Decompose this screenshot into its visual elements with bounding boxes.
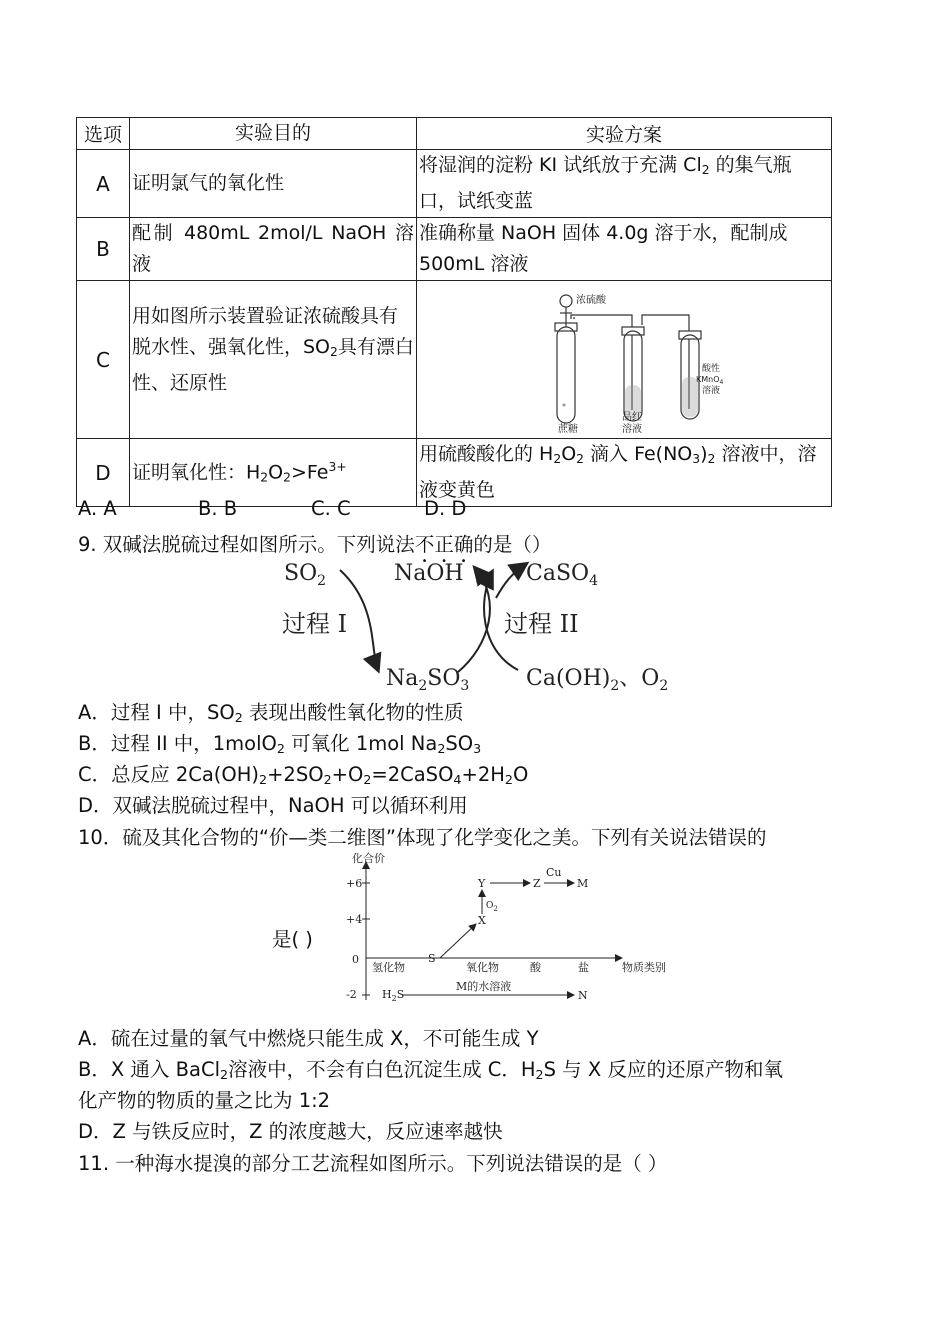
experiment-table <box>76 117 832 507</box>
choice-a[interactable]: A. A <box>78 497 117 520</box>
y-axis-label: 化合价 <box>352 852 385 865</box>
label-sucrose: 蔗糖 <box>558 423 578 435</box>
header-option: 选项 <box>77 118 130 150</box>
x-cat: 氢化物 <box>372 961 405 974</box>
arrow-label-m-solution: M的水溶液 <box>456 980 512 993</box>
y-tick: 0 <box>352 953 359 966</box>
y-tick: +6 <box>346 877 363 890</box>
arrow-label-o2: $O_2$ <box>486 901 498 913</box>
label-magenta: 品红 <box>622 411 642 423</box>
header-aim: 实验目的 <box>130 118 417 150</box>
label-acidic: 酸性 <box>702 363 721 374</box>
q10-option-a[interactable]: A．硫在过量的氧气中燃烧只能生成 X，不可能生成 Y <box>78 1027 539 1050</box>
row-option: D <box>77 439 130 507</box>
point-n: N <box>578 989 588 1002</box>
q9-option-d[interactable]: D．双碱法脱硫过程中，NaOH 可以循环利用 <box>78 794 468 817</box>
table-row <box>77 218 832 281</box>
q9-option-a[interactable]: A．过程 I 中，$SO_2$ 表现出酸性氧化物的性质 <box>78 701 464 726</box>
label-caoh2-o2: $Ca(OH)_2$、$O_2$ <box>526 666 669 694</box>
row-plan: 将湿润的淀粉 KI 试纸放于充满 $Cl_2$ 的集气瓶口，试纸变蓝 <box>417 150 832 218</box>
y-tick: -2 <box>346 988 357 1001</box>
label-naoh: NaOH <box>394 561 464 586</box>
q10-option-c-cont: 化产物的物质的量之比为 1:2 <box>78 1089 331 1112</box>
q10-stem: 10．硫及其化合物的“价—类二维图”体现了化学变化之美。下列有关说法错误的 <box>78 826 767 849</box>
table-row <box>77 150 832 218</box>
label-conc-sulfuric: 浓硫酸 <box>576 294 606 306</box>
point-m: M <box>577 877 589 890</box>
q10-option-d[interactable]: D．Z 与铁反应时，Z 的浓度越大，反应速率越快 <box>78 1120 503 1143</box>
desulfurization-diagram <box>270 550 690 700</box>
label-solution: 溶液 <box>622 423 642 435</box>
row-aim: 用如图所示装置验证浓硫酸具有脱水性、强氧化性，$SO_2$具有漂白性、还原性 <box>130 281 417 439</box>
apparatus-figure <box>524 285 724 435</box>
apparatus-figure-cell <box>417 281 832 439</box>
q10-stem-cont: 是( ) <box>272 928 313 951</box>
choice-d[interactable]: D. D <box>424 497 467 520</box>
row-plan: 用硫酸酸化的 $H_2O_2$ 滴入 $Fe(NO_3)_2$ 溶液中，溶液变黄色 <box>417 439 832 507</box>
q9-option-b[interactable]: B．过程 II 中，1molO$_2$ 可氧化 1mol $Na_2SO_3$ <box>78 732 482 757</box>
x-cat: 氧化物 <box>466 961 499 974</box>
row-aim: 配制 480mL 2mol/L NaOH 溶液 <box>130 218 417 281</box>
label-kmno4: KMnO$_4$ <box>696 374 724 386</box>
table-row <box>77 281 832 439</box>
point-h2s: $H_2S$ <box>382 988 405 1003</box>
q9-option-c[interactable]: C．总反应 $2Ca(OH)_2+2SO_2+O_2=2CaSO_4+2H_2O$ <box>78 763 529 788</box>
q8-choices <box>78 497 466 520</box>
label-caso4: CaSO$_4$ <box>526 561 598 589</box>
label-so2: $SO_2$ <box>284 561 327 589</box>
row-option: C <box>77 281 130 439</box>
row-option: B <box>77 218 130 281</box>
label-solution2: 溶液 <box>702 385 721 396</box>
q11-stem: 11. 一种海水提溴的部分工艺流程如图所示。下列说法错误的是（ ） <box>78 1152 668 1175</box>
q9-stem: 9. 双碱法脱硫过程如图所示。下列说法不正确的是（） <box>78 533 552 556</box>
q10-option-b-c[interactable]: B．X 通入 BaCl$_2$溶液中，不会有白色沉淀生成 C．$H_2S$ 与 X 反应的还原产物和氧 <box>78 1058 783 1083</box>
arrow-s-to-x <box>440 924 476 958</box>
point-x: X <box>478 914 486 927</box>
row-aim: 证明氧化性：$H_2O_2>Fe^{3+}$ <box>130 439 417 507</box>
choice-c[interactable]: C. C <box>311 497 351 520</box>
arrow-to-caso4 <box>496 564 526 598</box>
label-na2so3: $Na_2SO_3$ <box>386 666 470 694</box>
row-aim: 证明氯气的氧化性 <box>130 150 417 218</box>
choice-b[interactable]: B. B <box>198 497 238 520</box>
point-z: Z <box>533 877 541 890</box>
header-plan: 实验方案 <box>417 118 832 150</box>
valence-class-chart <box>340 850 680 1010</box>
arrow-label-cu: Cu <box>546 866 562 879</box>
row-option: A <box>77 150 130 218</box>
table-header-row <box>77 118 832 150</box>
x-axis-label: 物质类别 <box>622 961 666 974</box>
x-cat: 酸 <box>530 961 541 974</box>
row-plan: 准确称量 NaOH 固体 4.0g 溶于水，配制成 500mL 溶液 <box>417 218 832 281</box>
point-s: S <box>428 952 436 965</box>
label-process-1: 过程 I <box>282 610 348 638</box>
x-cat: 盐 <box>578 961 589 974</box>
point-y: Y <box>478 877 486 890</box>
y-tick: +4 <box>346 913 363 926</box>
label-process-2: 过程 II <box>504 610 579 638</box>
